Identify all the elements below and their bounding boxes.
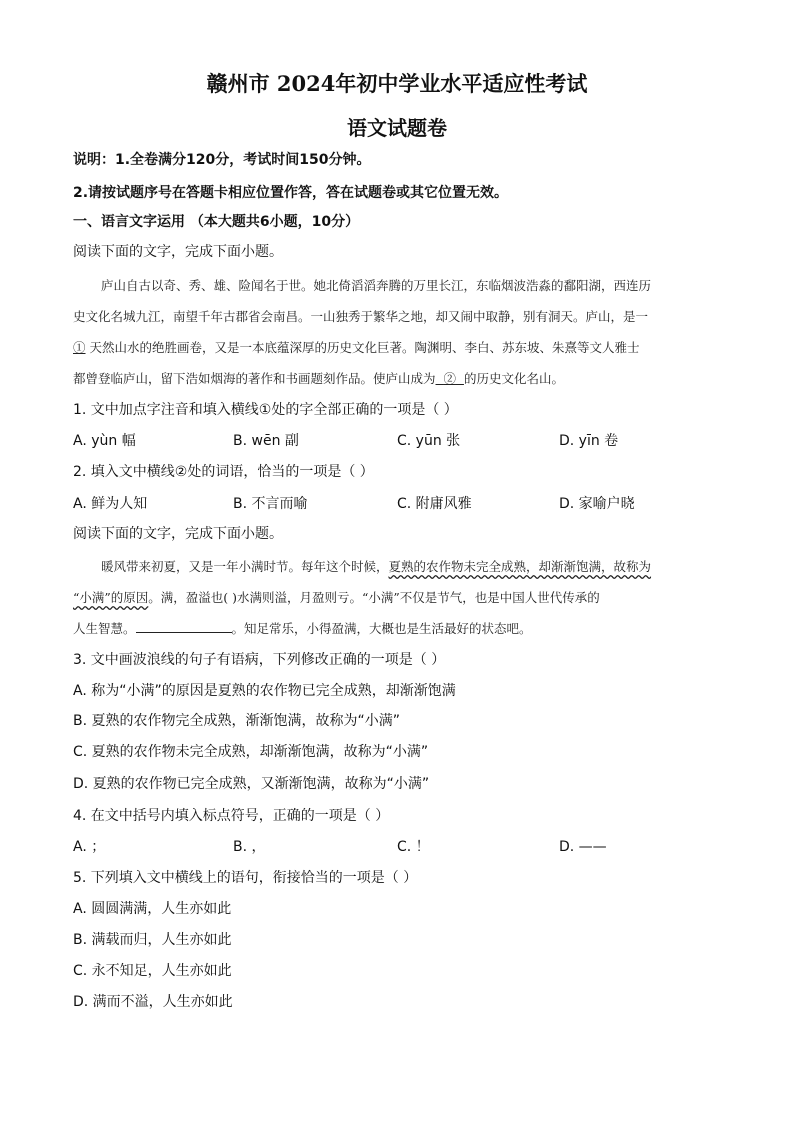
wavy-sentence-part-1: 夏熟的农作物未完全成熟，却渐渐饱满，故称为 xyxy=(388,559,652,574)
section-heading-1: 一、语言文字运用 （本大题共6小题，10分） xyxy=(73,214,360,230)
exam-title: 赣州市 2024年初中学业水平适应性考试 xyxy=(206,71,588,96)
read-prompt-2: 阅读下面的文字，完成下面小题。 xyxy=(73,526,283,542)
q3-option-d[interactable]: D. 夏熟的农作物已完全成熟，又渐渐饱满，故称为“小满” xyxy=(73,776,430,792)
q1-option-c[interactable]: C. yūn 张 xyxy=(397,433,461,449)
blank-2-label: ② xyxy=(443,371,456,386)
blank-sentence xyxy=(136,618,232,633)
passage-1-line-3 xyxy=(73,332,723,363)
q4-option-a[interactable]: A. ； xyxy=(73,839,106,855)
passage-2-line-1 xyxy=(73,551,723,582)
blank-2 xyxy=(436,371,464,386)
passage-2-line-3 xyxy=(73,613,723,644)
question-2-stem: 2. 填入文中横线②处的词语，恰当的一项是（ ） xyxy=(73,464,374,480)
wavy-sentence-part-2: “小满”的原因 xyxy=(73,590,149,605)
question-5-stem: 5. 下列填入文中横线上的语句，衔接恰当的一项是（ ） xyxy=(73,870,418,886)
instruction-1: 说明：1.全卷满分120分，考试时间150分钟。 xyxy=(73,152,371,168)
q1-option-b[interactable]: B. wēn 副 xyxy=(233,433,299,449)
passage-2 xyxy=(73,551,723,644)
question-1-stem: 1. 文中加点字注音和填入横线①处的字全部正确的一项是（ ） xyxy=(73,402,458,418)
blank-1: ① xyxy=(73,340,86,355)
passage-1-line-4-b: 的历史文化名山。 xyxy=(463,371,564,386)
q5-option-b[interactable]: B. 满载而归，人生亦如此 xyxy=(73,932,232,948)
q5-option-a[interactable]: A. 圆圆满满，人生亦如此 xyxy=(73,901,232,917)
q4-option-c[interactable]: C. ！ xyxy=(397,839,430,855)
exam-subtitle: 语文试题卷 xyxy=(347,116,447,140)
passage-2-line-2-b: 。满，盈溢也( )水满则溢，月盈则亏。“小满”不仅是节气，也是中国人世代传承的 xyxy=(148,590,600,605)
passage-2-line-1-a: 暖风带来初夏，又是一年小满时节。每年这个时候， xyxy=(101,559,389,574)
q4-option-b[interactable]: B. ， xyxy=(233,839,266,855)
passage-1-line-3-text: 天然山水的绝胜画卷，又是一本底蕴深厚的历史文化巨著。陶渊明、李白、苏东坡、朱熹等文人雅士 xyxy=(89,340,640,355)
passage-1 xyxy=(73,270,723,394)
q2-option-c[interactable]: C. 附庸风雅 xyxy=(397,496,472,512)
passage-2-line-2 xyxy=(73,582,723,613)
q3-option-c[interactable]: C. 夏熟的农作物未完全成熟，却渐渐饱满，故称为“小满” xyxy=(73,744,429,760)
q2-option-b[interactable]: B. 不言而喻 xyxy=(233,496,308,512)
q3-option-b[interactable]: B. 夏熟的农作物完全成熟，渐渐饱满，故称为“小满” xyxy=(73,713,401,729)
question-4-stem: 4. 在文中括号内填入标点符号，正确的一项是（ ） xyxy=(73,808,390,824)
passage-1-line-1: 庐山自古以奇、秀、雄、险闻名于世。她北倚滔滔奔腾的万里长江，东临烟波浩淼的鄱阳湖，西连历 xyxy=(101,278,652,293)
read-prompt-1: 阅读下面的文字，完成下面小题。 xyxy=(73,244,283,260)
passage-1-line-4 xyxy=(73,363,723,394)
passage-2-line-3-a: 人生智慧。 xyxy=(73,621,136,636)
q2-option-d[interactable]: D. 家喻户晓 xyxy=(559,496,635,512)
q1-option-d[interactable]: D. yīn 卷 xyxy=(559,433,619,449)
q4-option-d[interactable]: D. —— xyxy=(559,839,607,855)
instruction-2: 2.请按试题序号在答题卡相应位置作答，答在试题卷或其它位置无效。 xyxy=(73,185,509,201)
q3-option-a[interactable]: A. 称为“小满”的原因是夏熟的农作物已完全成熟，却渐渐饱满 xyxy=(73,683,456,699)
q2-option-a[interactable]: A. 鲜为人知 xyxy=(73,496,148,512)
q5-option-c[interactable]: C. 永不知足，人生亦如此 xyxy=(73,963,232,979)
passage-1-line-4-a: 都曾登临庐山，留下浩如烟海的著作和书画题刻作品。使庐山成为 xyxy=(73,371,436,386)
passage-2-line-3-b: 。知足常乐，小得盈满，大概也是生活最好的状态吧。 xyxy=(231,621,532,636)
question-3-stem: 3. 文中画波浪线的句子有语病，下列修改正确的一项是（ ） xyxy=(73,652,446,668)
passage-1-line-2: 史文化名城九江，南望千年古郡省会南昌。一山独秀于繁华之地，却又闹中取静，别有洞天。庐山，是一 xyxy=(73,309,649,324)
q1-option-a[interactable]: A. yùn 幅 xyxy=(73,433,136,449)
q5-option-d[interactable]: D. 满而不溢，人生亦如此 xyxy=(73,994,233,1010)
